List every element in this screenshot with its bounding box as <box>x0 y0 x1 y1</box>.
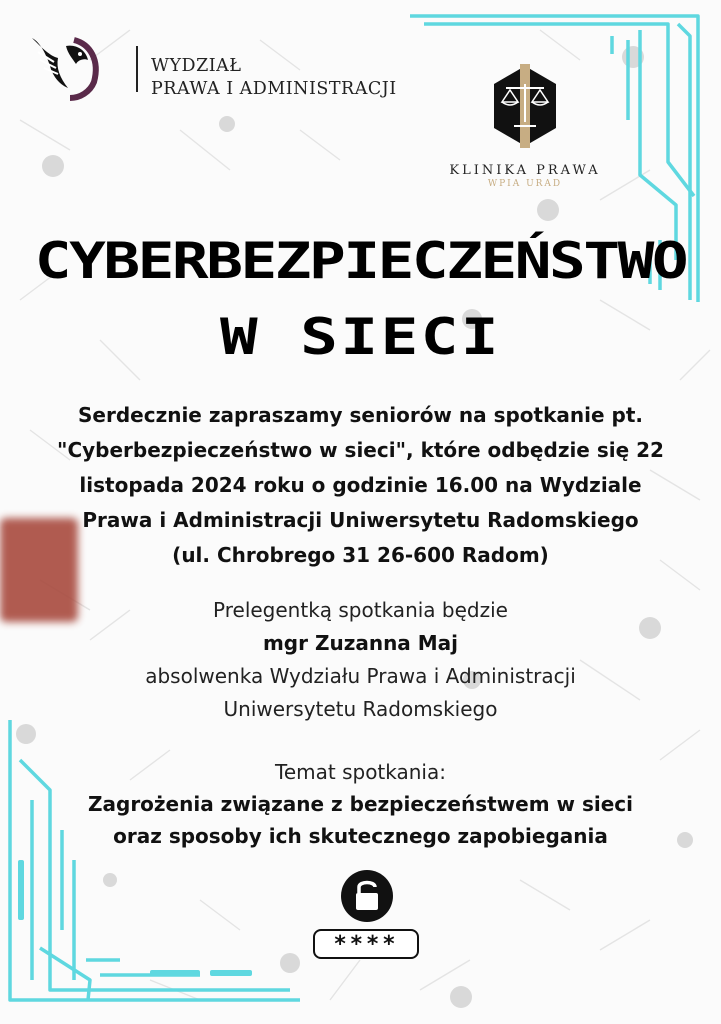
clinic-subtitle: WPIA URAD <box>487 179 563 189</box>
padlock-icon <box>340 869 394 923</box>
invitation-line: Serdecznie zapraszamy seniorów na spotkanie pt. <box>78 403 643 427</box>
speaker-name: mgr Zuzanna Maj <box>262 631 459 655</box>
invitation-line: "Cyberbezpieczeństwo w sieci", które odbędzie się 22 <box>57 438 664 462</box>
clinic-name: KLINIKA PRAWA <box>449 163 601 178</box>
invitation-line: (ul. Chrobrego 31 26-600 Radom) <box>172 543 549 567</box>
invitation-line: Prawa i Administracji Uniwersytetu Radomskiego <box>82 508 639 532</box>
topic-title: oraz sposoby ich skutecznego zapobiegania <box>113 824 608 848</box>
topic-section <box>30 756 691 852</box>
speaker-description: Uniwersytetu Radomskiego <box>223 697 498 721</box>
speaker-intro: Prelegentką spotkania będzie <box>213 598 508 622</box>
topic-title: Zagrożenia związane z bezpieczeństwem w sieci <box>88 792 633 816</box>
topic-label: Temat spotkania: <box>275 760 446 784</box>
logo-divider <box>136 46 138 92</box>
eagle-emblem-icon <box>28 32 102 104</box>
faculty-name-line1: WYDZIAŁ <box>151 56 242 76</box>
poster-title-line2: W SIECI <box>220 308 501 366</box>
invitation-line: listopada 2024 roku o godzinie 16.00 na Wydziale <box>79 473 642 497</box>
faculty-logo <box>28 32 397 104</box>
poster-title-line1: CYBERBEZPIECZEŃSTWO <box>34 232 687 290</box>
password-field: **** <box>313 929 419 959</box>
speaker-section <box>30 594 691 726</box>
scales-of-justice-icon <box>492 64 558 148</box>
clinic-logo <box>430 60 620 190</box>
speaker-description: absolwenka Wydziału Prawa i Administracji <box>145 664 576 688</box>
faculty-name-line2: PRAWA I ADMINISTRACJI <box>151 79 397 99</box>
invitation-text <box>30 398 691 573</box>
